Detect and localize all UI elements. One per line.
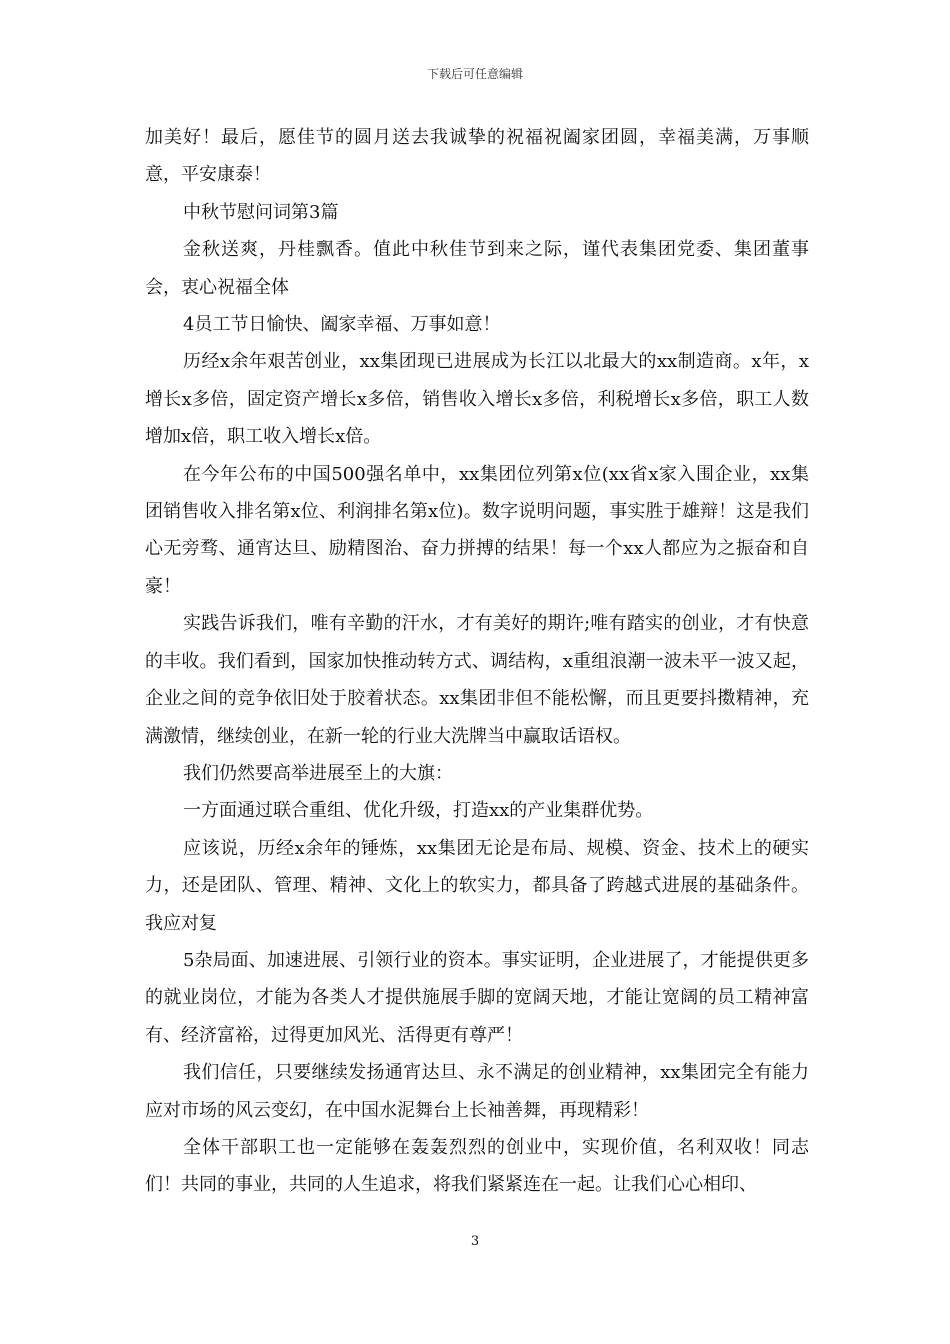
paragraph: 我们信任，只要继续发扬通宵达旦、永不满足的创业精神，xx集团完全有能力应对市场的风云变幻，在中国水泥舞台上长袖善舞，再现精彩！ [145, 1062, 809, 1121]
page-number: 3 [470, 1234, 480, 1249]
paragraph: 在今年公布的中国500强名单中，xx集团位列第x位(xx省x家入围企业，xx集团销售收入排名第x位、利润排名第x位)。数字说明问题，事实胜于雄辩！这是我们心无旁骛、通宵达旦、励精图治、奋力拼搏的结果！每一个xx人都应为之振奋和自豪！ [145, 463, 809, 597]
paragraph: 一方面通过联合重组、优化升级，打造xx的产业集群优势。 [183, 800, 654, 822]
paragraph: 金秋送爽，丹桂飘香。值此中秋佳节到来之际，谨代表集团党委、集团董事会，衷心祝福全体 [145, 239, 809, 298]
page-header: 下载后可任意编辑 [426, 67, 523, 81]
document-body [145, 119, 809, 1204]
paragraph: 历经x余年艰苦创业，xx集团现已进展成为长江以北最大的xx制造商。x年，x增长x多倍，固定资产增长x多倍，销售收入增长x多倍，利税增长x多倍，职工人数增加x倍，职工收入增长x倍。 [145, 351, 809, 448]
section-heading: 中秋节慰问词第3篇 [183, 201, 339, 223]
paragraph: 5杂局面、加速进展、引领行业的资本。事实证明，企业进展了，才能提供更多的就业岗位，才能为各类人才提供施展手脚的宽阔天地，才能让宽阔的员工精神富有、经济富裕，过得更加风光、活得更有尊严！ [145, 949, 809, 1046]
paragraph: 全体干部职工也一定能够在轰轰烈烈的创业中，实现价值，名利双收！同志们！共同的事业，共同的人生追求，将我们紧紧连在一起。让我们心心相印、 [145, 1136, 809, 1196]
paragraph: 加美好！最后，愿佳节的圆月送去我诚挚的祝福祝阖家团圆，幸福美满，万事顺意，平安康泰！ [145, 127, 809, 186]
paragraph: 我们仍然要高举进展至上的大旗： [183, 762, 453, 784]
paragraph: 4员工节日愉快、阖家幸福、万事如意！ [183, 314, 501, 336]
paragraph: 应该说，历经x余年的锤炼，xx集团无论是布局、规模、资金、技术上的硬实力，还是团队、管理、精神、文化上的软实力，都具备了跨越式进展的基础条件。我应对复 [145, 837, 809, 934]
paragraph: 实践告诉我们，唯有辛勤的汗水，才有美好的期许;唯有踏实的创业，才有快意的丰收。我们看到，国家加快推动转方式、调结构，x重组浪潮一波未平一波又起，企业之间的竞争依旧处于胶着状态。xx集团非但不能松懈，而且更要抖擞精神，充满激情，继续创业，在新一轮的行业大洗牌当中赢取话语权。 [145, 613, 809, 747]
